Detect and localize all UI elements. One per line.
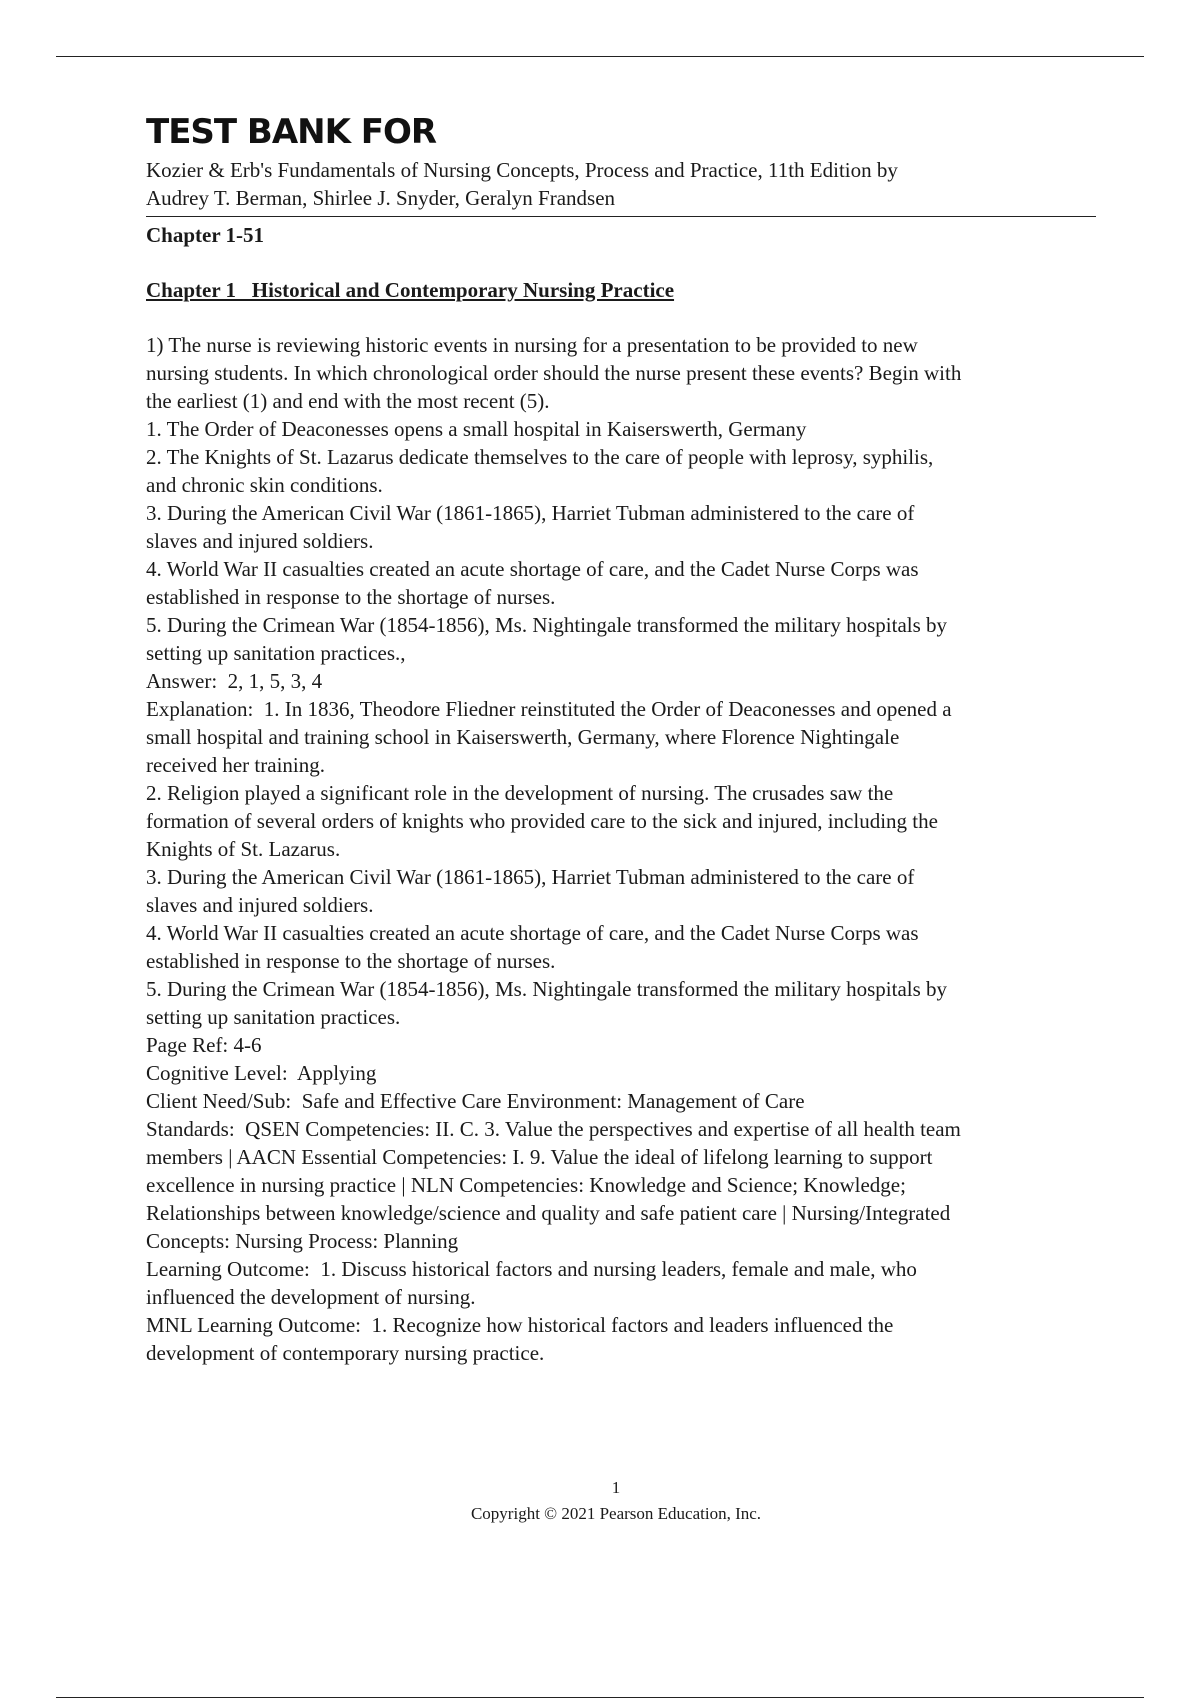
explanation-line: 4. World War II casualties created an acute shortage of care, and the Cadet Nurse Corps was — [146, 921, 919, 945]
question-1 — [146, 331, 1096, 1367]
bottom-rule — [56, 1697, 1144, 1698]
standards-line: Standards: QSEN Competencies: II. C. 3. Value the perspectives and expertise of all health team — [146, 1117, 961, 1141]
title-divider — [146, 216, 1096, 217]
explanation-line: Explanation: 1. In 1836, Theodore Fliedner reinstituted the Order of Deaconesses and opened a — [146, 697, 952, 721]
option-line: and chronic skin conditions. — [146, 473, 383, 497]
option-line: setting up sanitation practices., — [146, 641, 406, 665]
option-item — [146, 499, 1096, 555]
explanation-item — [146, 779, 1096, 863]
explanation-line: slaves and injured soldiers. — [146, 893, 374, 917]
learning-outcome-line: influenced the development of nursing. — [146, 1285, 476, 1309]
explanation-line: 2. Religion played a significant role in the development of nursing. The crusades saw the — [146, 781, 894, 805]
page-title: TEST BANK FOR — [146, 112, 437, 152]
option-list — [146, 415, 1096, 667]
top-rule — [56, 56, 1144, 57]
explanation-item — [146, 695, 1096, 779]
client-need: Client Need/Sub: Safe and Effective Care Environment: Management of Care — [146, 1089, 805, 1113]
option-item — [146, 415, 1096, 443]
option-line: slaves and injured soldiers. — [146, 529, 374, 553]
learning-outcome-line: Learning Outcome: 1. Discuss historical factors and nursing leaders, female and male, who — [146, 1257, 917, 1281]
explanation-line: formation of several orders of knights who provided care to the sick and injured, including the — [146, 809, 938, 833]
standards-line: Relationships between knowledge/science and quality and safe patient care | Nursing/Integrated — [146, 1201, 951, 1225]
standards-line: Concepts: Nursing Process: Planning — [146, 1229, 459, 1253]
mnl-learning-outcome-line: development of contemporary nursing practice. — [146, 1341, 545, 1365]
standards-line: excellence in nursing practice | NLN Competencies: Knowledge and Science; Knowledge; — [146, 1173, 906, 1197]
book-subtitle — [146, 156, 1096, 212]
explanation-line: Knights of St. Lazarus. — [146, 837, 341, 861]
explanation — [146, 695, 1096, 1031]
option-line: 3. During the American Civil War (1861-1865), Harriet Tubman administered to the care of — [146, 501, 915, 525]
option-line: 1. The Order of Deaconesses opens a small hospital in Kaiserswerth, Germany — [146, 417, 807, 441]
stem-line: the earliest (1) and end with the most recent (5). — [146, 389, 550, 413]
subtitle-line: Audrey T. Berman, Shirlee J. Snyder, Geralyn Frandsen — [146, 186, 616, 210]
explanation-item — [146, 975, 1096, 1031]
chapter-range: Chapter 1-51 — [146, 223, 265, 247]
option-item — [146, 443, 1096, 499]
question-stem — [146, 331, 1096, 415]
standards-line: members | AACN Essential Competencies: I. 9. Value the ideal of lifelong learning to support — [146, 1145, 933, 1169]
option-line: 4. World War II casualties created an acute shortage of care, and the Cadet Nurse Corps was — [146, 557, 919, 581]
page-number: 1 — [611, 1478, 621, 1497]
explanation-line: setting up sanitation practices. — [146, 1005, 401, 1029]
page-content — [146, 112, 1096, 1367]
explanation-line: established in response to the shortage of nurses. — [146, 949, 556, 973]
learning-outcome — [146, 1255, 1096, 1311]
mnl-learning-outcome — [146, 1311, 1096, 1367]
explanation-item — [146, 919, 1096, 975]
page-ref: Page Ref: 4-6 — [146, 1033, 262, 1057]
stem-line: 1) The nurse is reviewing historic events in nursing for a presentation to be provided to new — [146, 333, 918, 357]
cognitive-level: Cognitive Level: Applying — [146, 1061, 377, 1085]
option-line: 5. During the Crimean War (1854-1856), Ms. Nightingale transformed the military hospitals by — [146, 613, 948, 637]
option-item — [146, 555, 1096, 611]
option-line: established in response to the shortage of nurses. — [146, 585, 556, 609]
standards — [146, 1115, 1096, 1255]
mnl-learning-outcome-line: MNL Learning Outcome: 1. Recognize how historical factors and leaders influenced the — [146, 1313, 894, 1337]
explanation-item — [146, 863, 1096, 919]
explanation-line: received her training. — [146, 753, 325, 777]
explanation-line: 5. During the Crimean War (1854-1856), Ms. Nightingale transformed the military hospitals by — [146, 977, 948, 1001]
option-item — [146, 611, 1096, 667]
chapter-heading: Chapter 1 Historical and Contemporary Nursing Practice — [146, 278, 675, 302]
answer-line: Answer: 2, 1, 5, 3, 4 — [146, 669, 323, 693]
option-line: 2. The Knights of St. Lazarus dedicate themselves to the care of people with leprosy, syphilis, — [146, 445, 934, 469]
copyright-notice: Copyright © 2021 Pearson Education, Inc. — [470, 1504, 762, 1523]
subtitle-line: Kozier & Erb's Fundamentals of Nursing Concepts, Process and Practice, 11th Edition by — [146, 158, 898, 182]
explanation-line: 3. During the American Civil War (1861-1865), Harriet Tubman administered to the care of — [146, 865, 915, 889]
explanation-line: small hospital and training school in Kaiserswerth, Germany, where Florence Nightingale — [146, 725, 900, 749]
stem-line: nursing students. In which chronological order should the nurse present these events? Begin with — [146, 361, 962, 385]
